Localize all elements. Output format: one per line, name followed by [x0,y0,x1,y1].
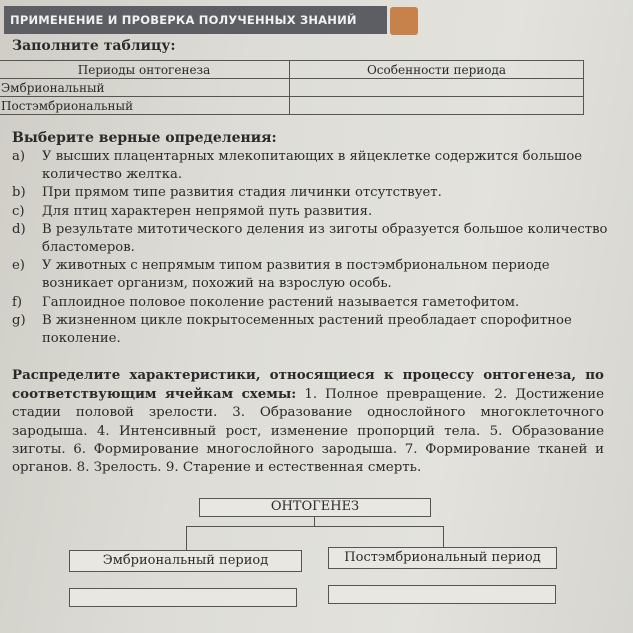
task3-text: 1. Полное превращение. 2. Достижение стадии половой зрелости. 3. Образование однослойного многоклеточного зародыша. 4. Интенсивный рост, изменение пропорций тела. 5. Образование зиготы. 6. Формирование многослойного зародыша. 7. Формирование тканей и органов. 8. Зрелость. 9. Старение и естественная смерть. [12,387,604,476]
section-banner: ПРИМЕНЕНИЕ И ПРОВЕРКА ПОЛУЧЕННЫХ ЗНАНИЙ [4,6,387,34]
diagram-empty-cell-left[interactable] [69,588,297,607]
diagram-connector [186,526,444,527]
task3-title: Распределите характеристики, относящиеся к процессу онтогенеза, по соответствующим ячейкам схемы: [12,367,604,403]
item-letter: e) [12,258,25,274]
definitions-list [12,148,608,348]
diagram-root-box: ОНТОГЕНЕЗ [199,498,431,517]
diagram-embryonic-box: Эмбриональный период [69,550,302,572]
list-item [12,257,608,293]
list-item [12,294,608,312]
item-letter: c) [12,203,25,219]
row-label-embryonic: Эмбриональный [0,79,290,97]
empty-cell[interactable] [290,97,584,115]
item-text: Гаплоидное половое поколение растений называется гаметофитом. [42,294,520,310]
column-header-periods: Периоды онтогенеза [0,61,290,79]
item-letter: g) [12,312,26,328]
section-badge-icon [390,7,418,35]
table-row [0,97,584,115]
item-letter: f) [12,294,23,310]
table-header-row [0,61,584,79]
task2-title: Выберите верные определения: [12,130,277,146]
item-letter: a) [12,149,26,164]
item-text: У высших плацентарных млекопитающих в яйцеклетке содержится большое количество желтка. [42,149,583,183]
list-item [12,221,608,257]
diagram-empty-cell-right[interactable] [328,585,556,604]
list-item [12,148,608,184]
list-item [12,312,608,348]
item-letter: b) [12,185,26,201]
empty-cell[interactable] [290,79,584,97]
item-text: При прямом типе развития стадия личинки отсутствует. [42,185,442,201]
diagram-postembryonic-box: Постэмбриональный период [328,547,557,569]
column-header-features: Особенности периода [290,61,584,79]
item-letter: d) [12,221,26,237]
table-row [0,79,584,97]
periods-table [0,60,584,115]
row-label-postembryonic: Постэмбриональный [0,97,290,115]
task3-paragraph [12,366,604,477]
item-text: В результате митотического деления из зиготы образуется большое количество бластомеров. [42,221,608,256]
diagram-connector [314,517,315,526]
item-text: У животных с непрямым типом развития в постэмбриональном периоде возникает организм, похожий на взрослую особь. [42,258,550,292]
diagram-connector [186,526,187,550]
task1-title: Заполните таблицу: [12,38,176,54]
item-text: Для птиц характерен непрямой путь развития. [42,203,373,219]
list-item [12,184,608,202]
item-text: В жизненном цикле покрытосеменных растений преобладает спорофитное поколение. [42,312,572,347]
list-item [12,203,608,221]
